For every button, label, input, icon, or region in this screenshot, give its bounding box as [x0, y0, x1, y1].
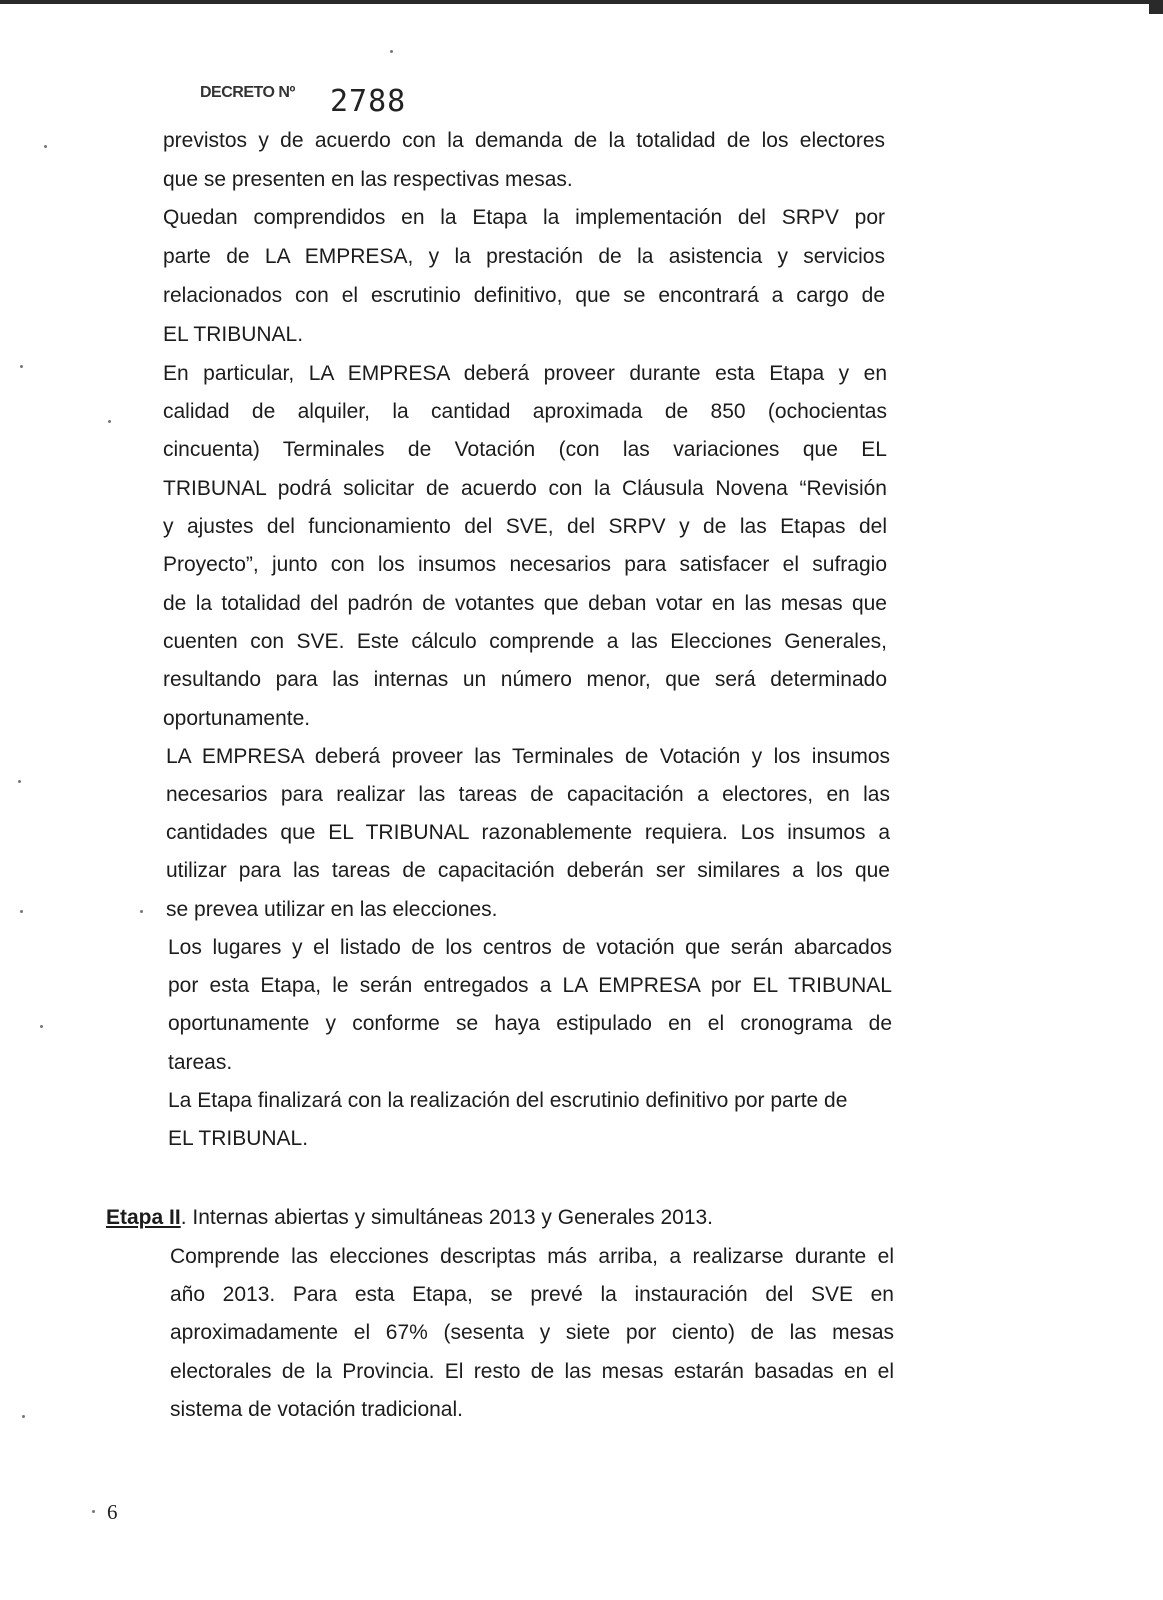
text-line: y ajustes del funcionamiento del SVE, del SRPV y de las Etapas del [163, 515, 887, 538]
text-line: necesarios para realizar las tareas de capacitación a electores, en las [166, 783, 890, 806]
decree-stamp: DECRETO Nº [200, 84, 295, 101]
scan-speck [108, 420, 111, 423]
text-line: tareas. [168, 1051, 233, 1074]
text-line: cincuenta) Terminales de Votación (con las variaciones que EL [163, 438, 887, 461]
text-line: previstos y de acuerdo con la demanda de la totalidad de los electores [163, 129, 885, 152]
text-line: electorales de la Provincia. El resto de las mesas estarán basadas en el [170, 1360, 894, 1383]
scan-speck [20, 910, 23, 913]
text-line: que se presenten en las respectivas mesas. [163, 168, 573, 191]
text-line: se prevea utilizar en las elecciones. [166, 898, 498, 921]
text-line: utilizar para las tareas de capacitación deberán ser similares a los que [166, 859, 890, 882]
scan-speck [22, 1415, 25, 1418]
scan-speck [20, 365, 23, 368]
text-line: EL TRIBUNAL. [168, 1127, 309, 1150]
section-label: Etapa II [106, 1206, 181, 1229]
section-title: . Internas abiertas y simultáneas 2013 y Generales 2013. [180, 1206, 714, 1229]
scan-speck [44, 145, 47, 148]
text-line: año 2013. Para esta Etapa, se prevé la instauración del SVE en [170, 1283, 894, 1306]
scan-speck [140, 910, 143, 913]
text-line: por esta Etapa, le serán entregados a LA EMPRESA por EL TRIBUNAL [168, 974, 892, 997]
text-line: TRIBUNAL podrá solicitar de acuerdo con la Cláusula Novena “Revisión [163, 477, 887, 500]
text-line: calidad de alquiler, la cantidad aproximada de 850 (ochocientas [163, 400, 887, 423]
text-line: Proyecto”, junto con los insumos necesarios para satisfacer el sufragio [163, 553, 887, 576]
scan-speck [390, 50, 393, 53]
scan-speck [18, 780, 21, 783]
text-line: cantidades que EL TRIBUNAL razonablemente requiera. Los insumos a [166, 821, 890, 844]
scan-speck [40, 1025, 43, 1028]
text-line: parte de LA EMPRESA, y la prestación de la asistencia y servicios [163, 245, 885, 268]
text-line: oportunamente y conforme se haya estipulado en el cronograma de [168, 1012, 892, 1035]
text-line: En particular, LA EMPRESA deberá proveer durante esta Etapa y en [163, 362, 887, 385]
scan-speck [92, 1510, 95, 1513]
page-number: 6 [107, 1500, 118, 1524]
text-line: Quedan comprendidos en la Etapa la implementación del SRPV por [163, 206, 885, 229]
section-heading [106, 1205, 713, 1231]
text-line: sistema de votación tradicional. [170, 1398, 463, 1421]
text-line: La Etapa finalizará con la realización del escrutinio definitivo por parte de [168, 1089, 848, 1112]
text-line: Los lugares y el listado de los centros de votación que serán abarcados [168, 936, 892, 959]
text-line: cuenten con SVE. Este cálculo comprende a las Elecciones Generales, [163, 630, 887, 653]
text-line: resultando para las internas un número menor, que será determinado [163, 668, 887, 691]
text-line: relacionados con el escrutinio definitivo, que se encontrará a cargo de [163, 284, 885, 307]
scan-top-edge [0, 0, 1163, 4]
text-line: LA EMPRESA deberá proveer las Terminales de Votación y los insumos [166, 745, 890, 768]
decree-number: 2788 [330, 84, 407, 119]
scan-corner-mark [1149, 0, 1163, 14]
text-line: Comprende las elecciones descriptas más arriba, a realizarse durante el [170, 1245, 894, 1268]
text-line: aproximadamente el 67% (sesenta y siete por ciento) de las mesas [170, 1321, 894, 1344]
text-line: de la totalidad del padrón de votantes que deban votar en las mesas que [163, 592, 887, 615]
text-line: EL TRIBUNAL. [163, 323, 304, 346]
text-line: oportunamente. [163, 707, 311, 730]
